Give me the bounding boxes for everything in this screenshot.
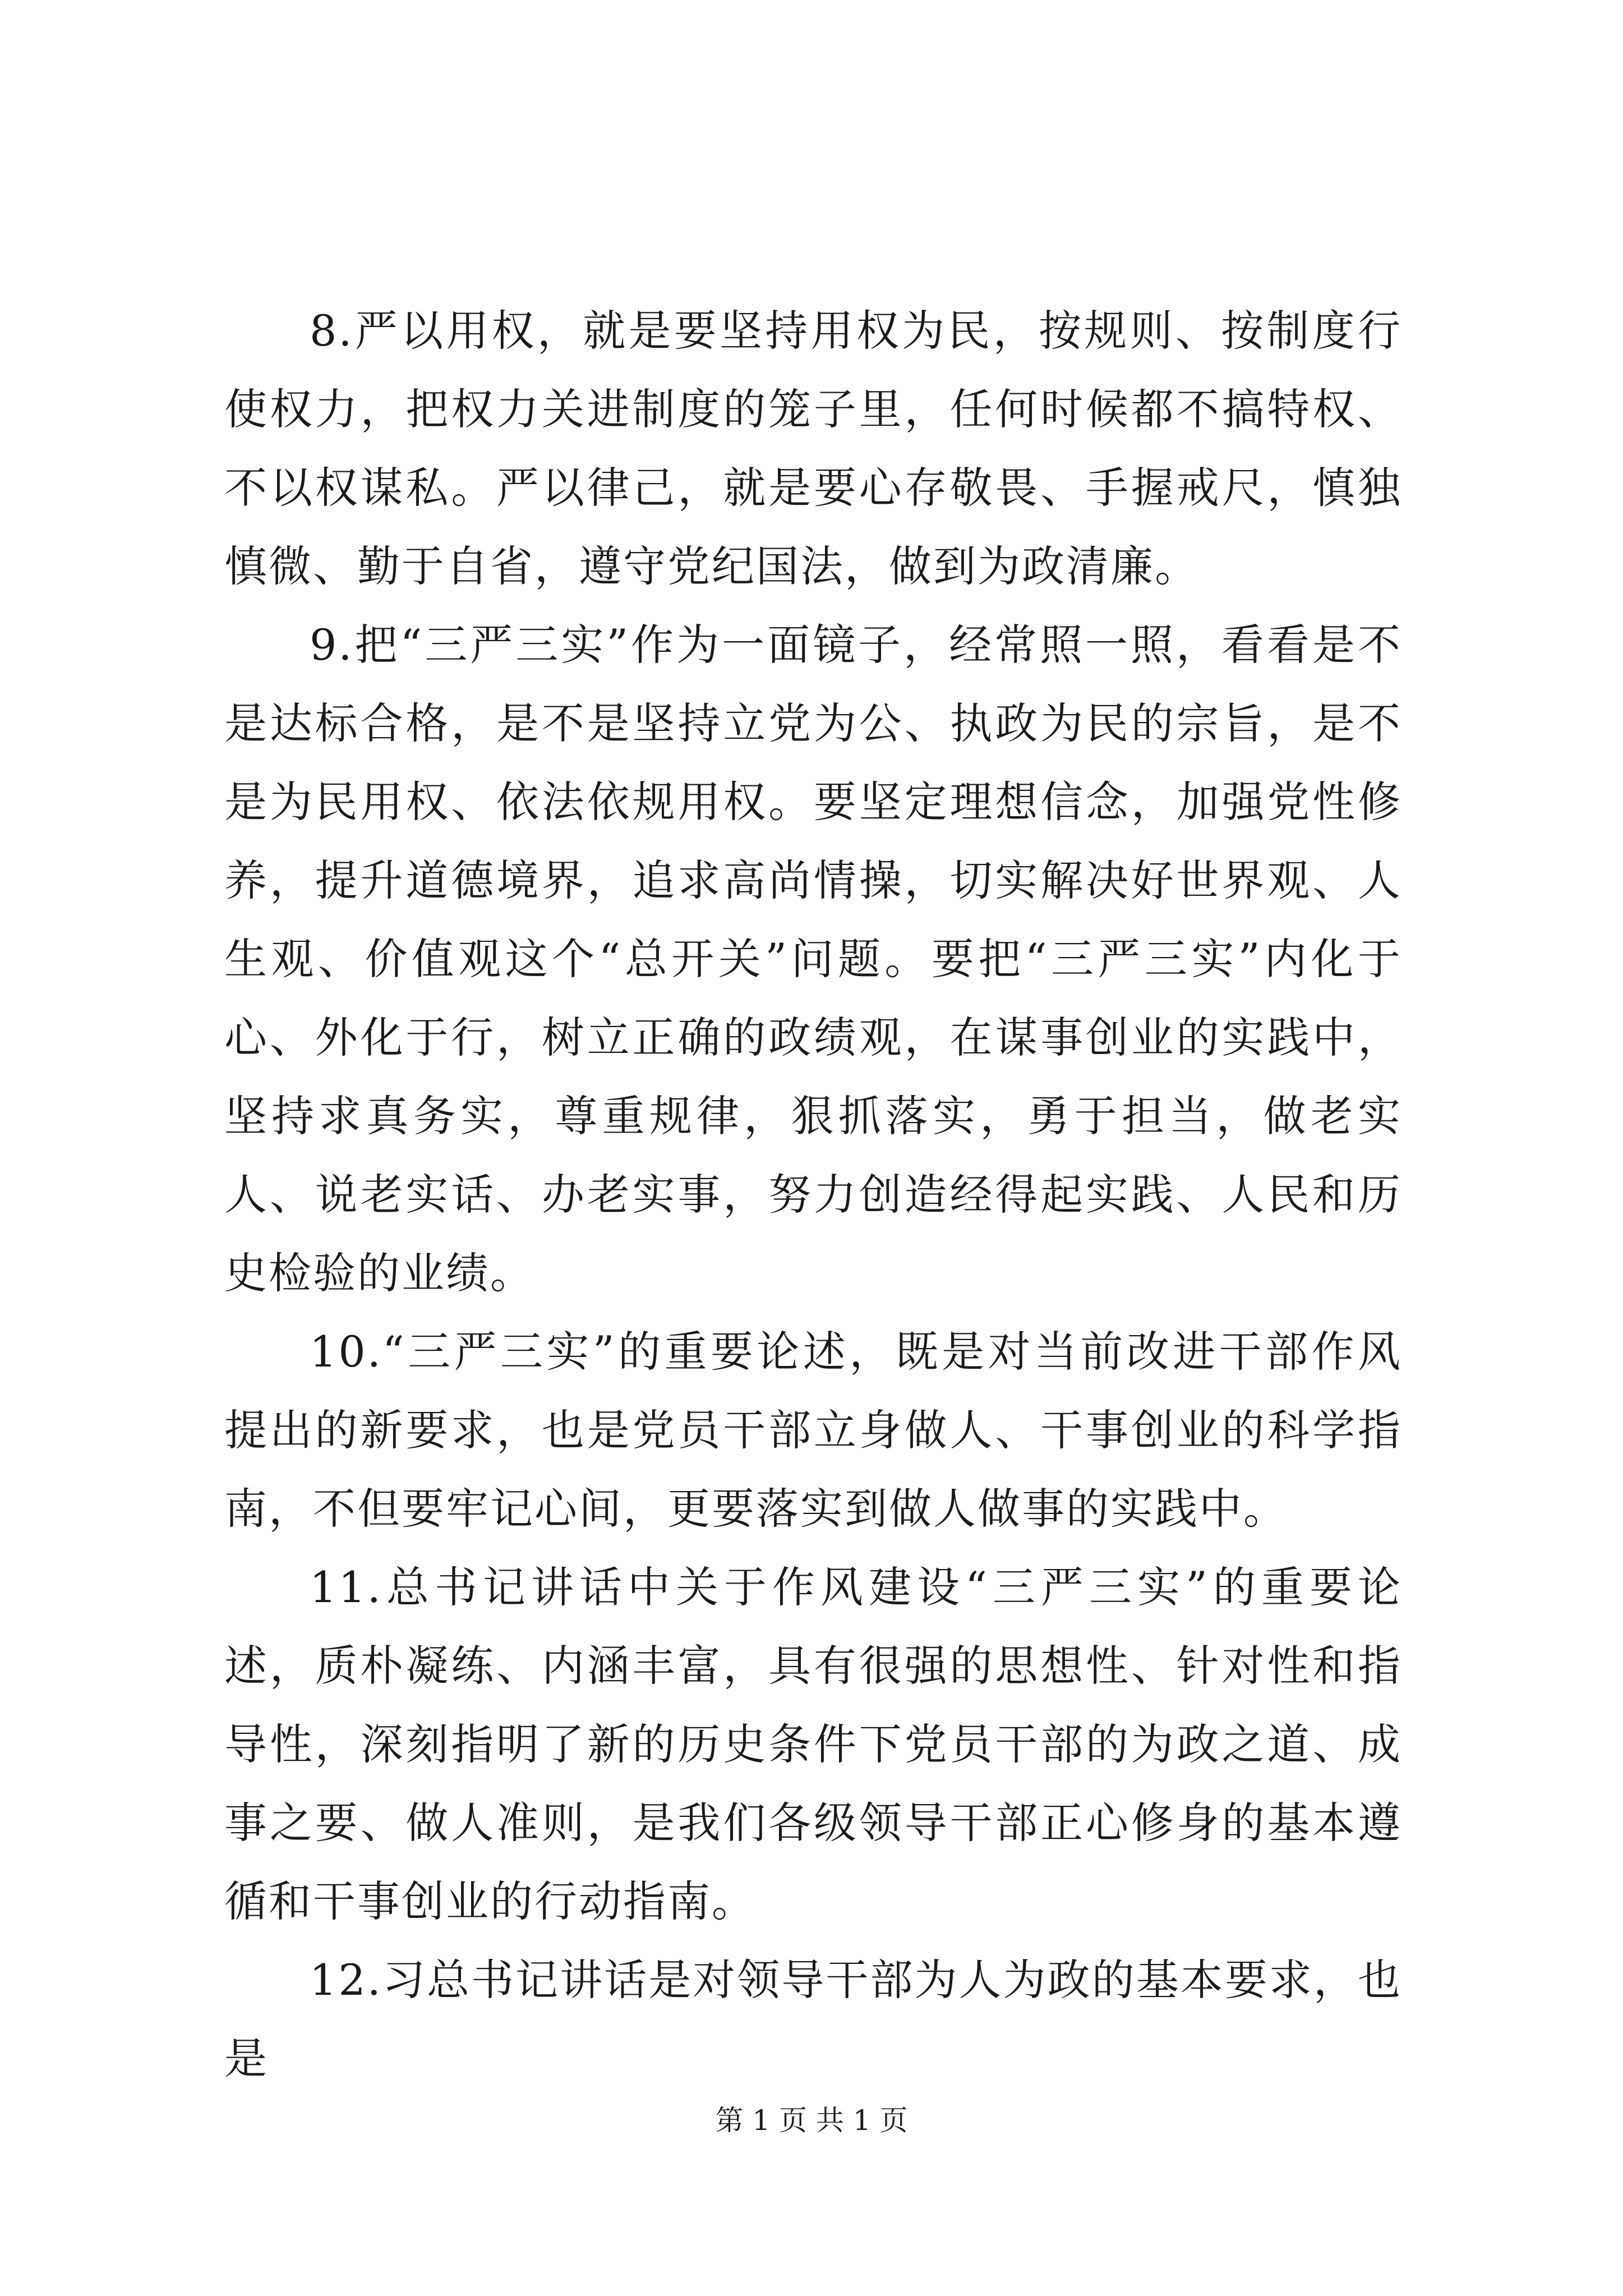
paragraph-11: 11.总书记讲话中关于作风建设“三严三实”的重要论述，质朴凝练、内涵丰富，具有很强的思想性、针对性和指导性，深刻指明了新的历史条件下党员干部的为政之道、成事之要、做人准则，是我们各级领导干部正心修身的基本遵循和干事创业的行动指南。	[224, 1562, 1402, 1926]
paragraph-10: 10.“三严三实”的重要论述，既是对当前改进干部作风提出的新要求，也是党员干部立身做人、干事创业的科学指南，不但要牢记心间，更要落实到做人做事的实践中。	[224, 1327, 1402, 1534]
page-footer: 第 1 页 共 1 页	[715, 2104, 908, 2137]
paragraph-12: 12.习总书记讲话是对领导干部为人为政的基本要求，也是	[224, 1955, 1402, 2083]
paragraph-8: 8.严以用权，就是要坚持用权为民，按规则、按制度行使权力，把权力关进制度的笼子里，任何时候都不搞特权、不以权谋私。严以律己，就是要心存敬畏、手握戒尺，慎独慎微、勤于自省，遵守党纪国法，做到为政清廉。	[224, 306, 1402, 591]
document-body	[224, 292, 1402, 2098]
paragraph-9: 9.把“三严三实”作为一面镜子，经常照一照，看看是不是达标合格，是不是坚持立党为公、执政为民的宗旨，是不是为民用权、依法依规用权。要坚定理想信念，加强党性修养，提升道德境界，追求高尚情操，切实解决好世界观、人生观、价值观这个“总开关”问题。要把“三严三实”内化于心、外化于行，树立正确的政绩观，在谋事创业的实践中，坚持求真务实，尊重规律，狠抓落实，勇于担当，做老实人、说老实话、办老实事，努力创造经得起实践、人民和历史检验的业绩。	[224, 620, 1402, 1298]
